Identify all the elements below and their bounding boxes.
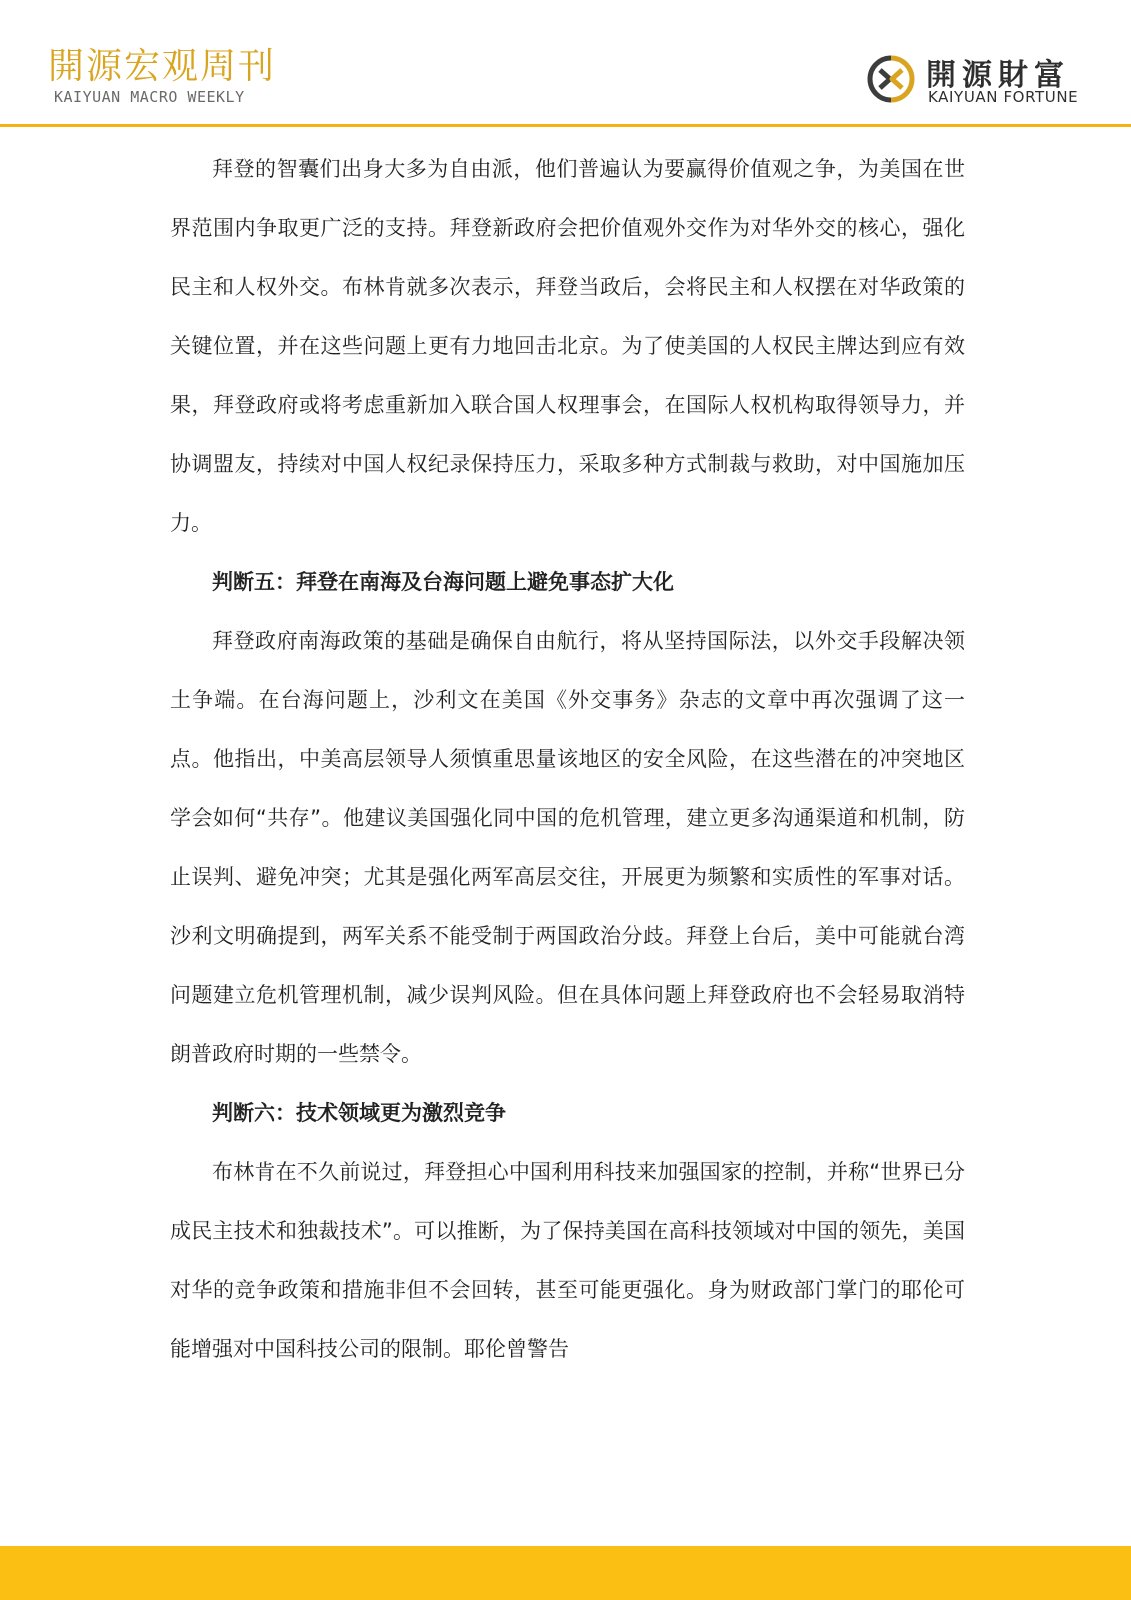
page-header <box>0 0 1131 128</box>
publication-title: 開源宏观周刊 <box>48 46 277 87</box>
paragraph-technology-competition: 布林肯在不久前说过，拜登担心中国利用科技来加强国家的控制，并称“世界已分成民主技术和独裁技术”。可以推断，为了保持美国在高科技领域对中国的领先，美国对华的竞争政策和措施非但不会回转，甚至可能更强化。身为财政部门掌门的耶伦可能增强对中国科技公司的限制。耶伦曾警告 <box>170 1160 965 1361</box>
logo-text-en: KAIYUAN FORTUNE <box>928 88 1079 106</box>
company-logo <box>866 50 1086 110</box>
article-body <box>170 140 965 1379</box>
heading-judgment-five: 判断五：拜登在南海及台海问题上避免事态扩大化 <box>212 570 674 594</box>
kaiyuan-logo-mark-icon <box>866 54 916 104</box>
publication-subtitle: KAIYUAN MACRO WEEKLY <box>54 88 245 106</box>
paragraph-values-diplomacy: 拜登的智囊们出身大多为自由派，他们普遍认为要赢得价值观之争，为美国在世界范围内争取更广泛的支持。拜登新政府会把价值观外交作为对华外交的核心，强化民主和人权外交。布林肯就多次表示，拜登当政后，会将民主和人权摆在对华政策的关键位置，并在这些问题上更有力地回击北京。为了使美国的人权民主牌达到应有效果，拜登政府或将考虑重新加入联合国人权理事会，在国际人权机构取得领导力，并协调盟友，持续对中国人权纪录保持压力，采取多种方式制裁与救助，对中国施加压力。 <box>170 157 965 535</box>
footer-band <box>0 1546 1131 1600</box>
header-divider <box>0 124 1131 127</box>
heading-judgment-six: 判断六：技术领域更为激烈竞争 <box>212 1101 506 1125</box>
logo-text-cn: 開源財富 <box>926 58 1070 93</box>
paragraph-south-china-sea: 拜登政府南海政策的基础是确保自由航行，将从坚持国际法，以外交手段解决领土争端。在台海问题上，沙利文在美国《外交事务》杂志的文章中再次强调了这一点。他指出，中美高层领导人须慎重思量该地区的安全风险，在这些潜在的冲突地区学会如何“共存”。他建议美国强化同中国的危机管理，建立更多沟通渠道和机制，防止误判、避免冲突；尤其是强化两军高层交往，开展更为频繁和实质性的军事对话。沙利文明确提到，两军关系不能受制于两国政治分歧。拜登上台后，美中可能就台湾问题建立危机管理机制，减少误判风险。但在具体问题上拜登政府也不会轻易取消特朗普政府时期的一些禁令。 <box>170 629 965 1066</box>
